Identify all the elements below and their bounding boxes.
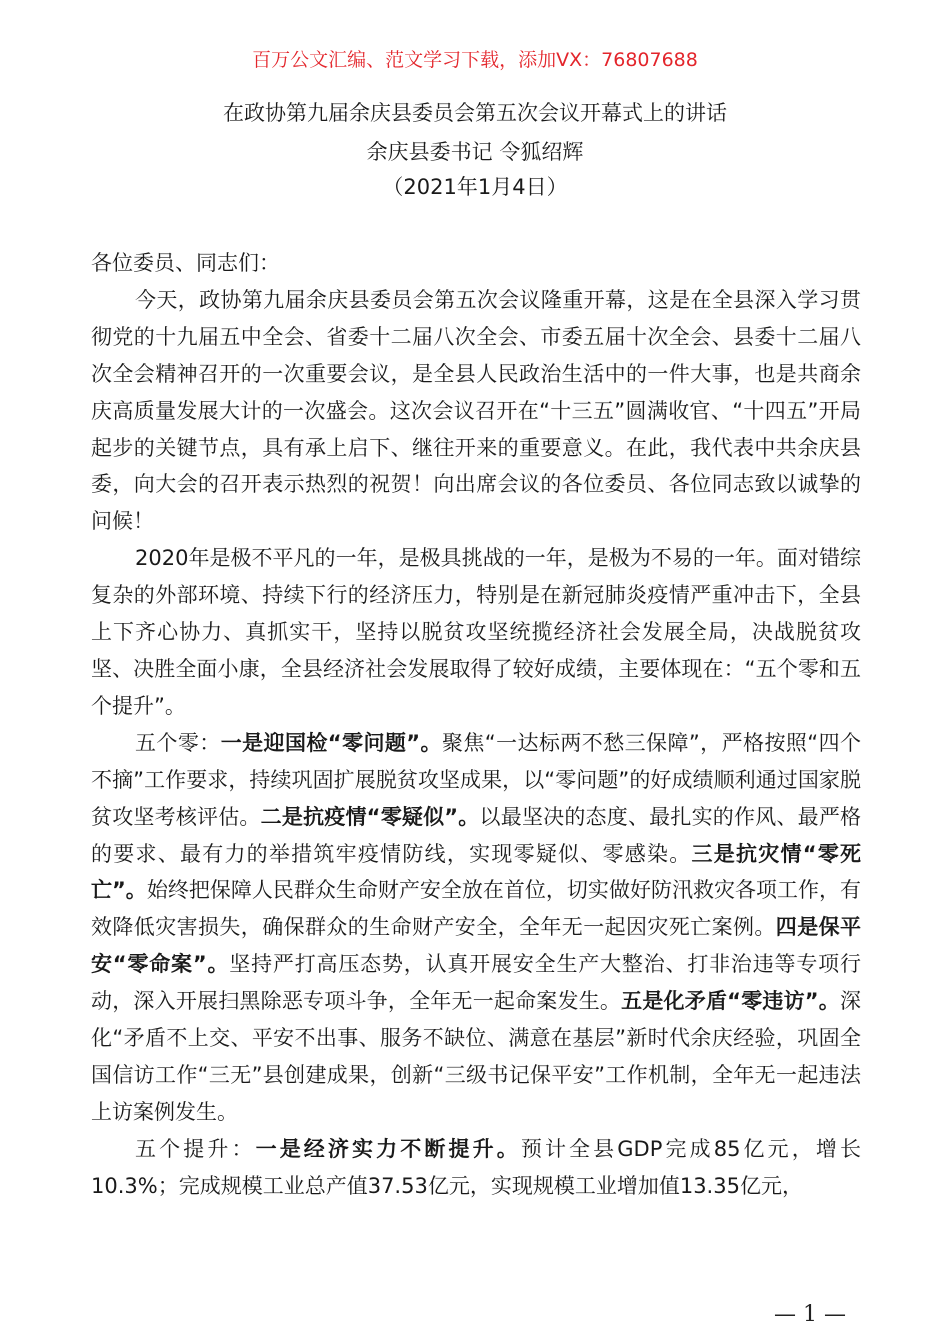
zero-text-3: 始终把保障人民群众生命财产安全放在首位，切实做好防汛救灾各项工作，有效降低灾害损失，确保群众的生命财产安全，全年无一起因灾死亡案例。: [91, 878, 861, 940]
improvement-text-1: 预计全县GDP完成85亿元，增长10.3%；完成规模工业总产值37.53亿元，实现规模工业增加值13.35亿元，: [91, 1136, 862, 1198]
five-improvements-lead: 五个提升：: [135, 1136, 256, 1161]
zero-text-5: 深化“矛盾不上交、平安不出事、服务不缺位、满意在基层”新时代余庆经验，巩固全国信访工作“三无”县创建成果，创新“三级书记保平安”工作机制，全年无一起违法上访案例发生。: [91, 989, 862, 1124]
zero-heading-1: 一是迎国检“零问题”。: [220, 730, 442, 755]
speaker-line: 余庆县委书记 令狐绍辉: [366, 140, 584, 164]
page-number: — 1 —: [774, 1302, 846, 1327]
zero-heading-3: 三是抗灾情“零死亡”。: [91, 841, 861, 903]
improvement-heading-1: 一是经济实力不断提升。: [255, 1136, 521, 1161]
zero-heading-2: 二是抗疫情“零疑似”。: [260, 804, 480, 829]
zero-heading-5: 五是化矛盾“零违访”。: [621, 989, 841, 1014]
speech-date: （2021年1月4日）: [382, 175, 568, 199]
speech-body: [91, 245, 861, 1205]
paragraph-opening: 今天，政协第九届余庆县委员会第五次会议隆重开幕，这是在全县深入学习贯彻党的十九届五中全会、省委十二届八次全会、市委五届十次全会、县委十二届八次全会精神召开的一次重要会议，是全县人民政治生活中的一件大事，也是共商余庆高质量发展大计的一次盛会。这次会议召开在“十三五”圆满收官、“十四五”开局起步的关键节点，具有承上启下、继往开来的重要意义。在此，我代表中共余庆县委，向大会的召开表示热烈的祝贺！向出席会议的各位委员、各位同志致以诚挚的问候！: [91, 287, 861, 534]
paragraph-summary: 2020年是极不平凡的一年，是极具挑战的一年，是极为不易的一年。面对错综复杂的外部环境、持续下行的经济压力，特别是在新冠肺炎疫情严重冲击下，全县上下齐心协力、真抓实干，坚持以脱贫攻坚统揽经济社会发展全局，决战脱贫攻坚、决胜全面小康，全县经济社会发展取得了较好成绩，主要体现在：“五个零和五个提升”。: [91, 546, 861, 718]
speech-title: 在政协第九届余庆县委员会第五次会议开幕式上的讲话: [223, 101, 727, 125]
five-zeros-lead: 五个零：: [135, 730, 221, 755]
salutation: 各位委员、同志们：: [91, 251, 280, 275]
header-banner: 百万公文汇编、范文学习下载，添加VX：76807688: [252, 49, 698, 71]
zero-text-2: 以最坚决的态度、最扎实的作风、最严格的要求、最有力的举措筑牢疫情防线，实现零疑似、零感染。: [91, 804, 862, 866]
paragraph-five-zeros: [91, 725, 861, 1131]
paragraph-five-improvements: [91, 1131, 861, 1205]
zero-text-4: 坚持严打高压态势，认真开展安全生产大整治、打非治违等专项行动，深入开展扫黑除恶专项斗争，全年无一起命案发生。: [91, 952, 861, 1014]
zero-heading-4: 四是保平安“零命案”。: [91, 915, 861, 977]
zero-text-1: 聚焦“一达标两不愁三保障”，严格按照“四个不摘”工作要求，持续巩固扩展脱贫攻坚成果，以“零问题”的好成绩顺利通过国家脱贫攻坚考核评估。: [91, 730, 862, 829]
